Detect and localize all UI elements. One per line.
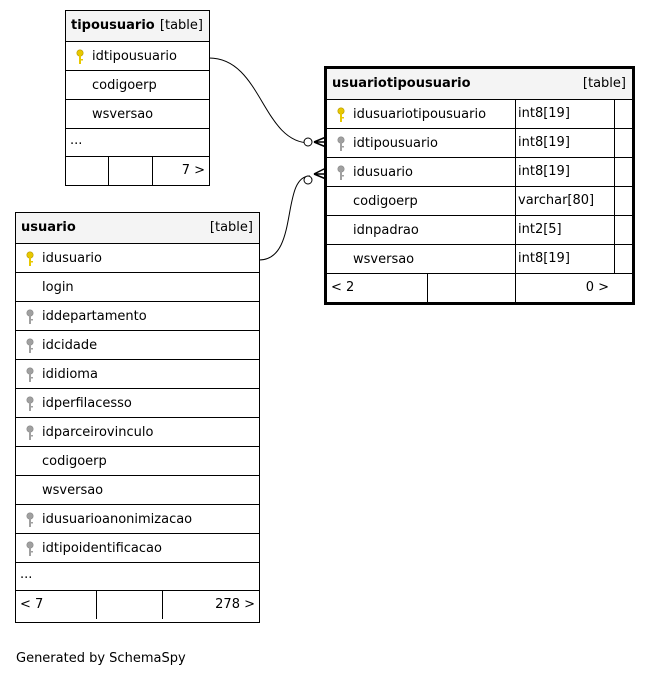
column-row[interactable] bbox=[16, 447, 259, 476]
column-name: iddepartamento bbox=[42, 309, 147, 324]
foreign-key-icon bbox=[26, 512, 34, 528]
foreign-key-icon bbox=[26, 338, 34, 354]
column-row[interactable] bbox=[16, 389, 259, 418]
table-name[interactable]: usuariotipousuario bbox=[332, 76, 471, 91]
column-name: codigoerp bbox=[92, 78, 157, 93]
footer-cell-left[interactable]: < 2 bbox=[327, 274, 428, 302]
column-name: idtipousuario bbox=[353, 136, 438, 151]
foreign-key-icon bbox=[337, 136, 345, 152]
column-name: codigoerp bbox=[42, 454, 107, 469]
foreign-key-icon bbox=[26, 309, 34, 325]
table-header bbox=[327, 69, 632, 100]
column-name: idusuario bbox=[42, 251, 102, 266]
column-row[interactable] bbox=[16, 331, 259, 360]
footer-cell-middle bbox=[428, 274, 516, 302]
column-row[interactable] bbox=[16, 302, 259, 331]
relation-usuario-to-usuariotipousuario bbox=[259, 176, 310, 260]
table-footer bbox=[327, 274, 632, 302]
footer-cell-left bbox=[66, 157, 109, 185]
column-row[interactable] bbox=[327, 158, 632, 187]
footer-cell-right[interactable]: 7 > bbox=[181, 163, 205, 178]
column-row[interactable] bbox=[66, 42, 209, 71]
footer-cell-middle bbox=[97, 591, 163, 619]
table-footer bbox=[66, 157, 209, 185]
table-header bbox=[16, 213, 259, 244]
relation-zero-marker bbox=[304, 176, 312, 184]
column-row[interactable] bbox=[16, 244, 259, 273]
column-name: idusuario bbox=[353, 165, 413, 180]
table-name[interactable]: usuario bbox=[21, 220, 76, 235]
column-name: ididioma bbox=[42, 367, 98, 382]
foreign-key-icon bbox=[26, 367, 34, 383]
footer-cell-right[interactable]: 278 > bbox=[215, 597, 255, 612]
column-name: idparceirovinculo bbox=[42, 425, 154, 440]
column-row[interactable] bbox=[16, 418, 259, 447]
column-name: idcidade bbox=[42, 338, 98, 353]
column-row[interactable] bbox=[327, 100, 632, 129]
table-footer bbox=[16, 591, 259, 619]
table-kind: [table] bbox=[159, 18, 203, 33]
generated-by-text: Generated by SchemaSpy bbox=[16, 651, 186, 666]
relation-zero-marker bbox=[304, 138, 312, 146]
column-type: int8[19] bbox=[515, 129, 615, 157]
footer-cell-right[interactable]: 0 > bbox=[585, 280, 609, 295]
table-tipousuario[interactable] bbox=[65, 10, 210, 186]
column-row[interactable] bbox=[327, 187, 632, 216]
column-name: wsversao bbox=[42, 483, 104, 498]
primary-key-icon bbox=[76, 49, 84, 65]
column-type: varchar[80] bbox=[515, 187, 615, 215]
column-row[interactable] bbox=[327, 129, 632, 158]
column-name: idusuarioanonimizacao bbox=[42, 512, 193, 527]
foreign-key-icon bbox=[26, 396, 34, 412]
footer-cell-middle bbox=[109, 157, 153, 185]
more-columns-ellipsis: ... bbox=[16, 563, 259, 591]
column-type: int8[19] bbox=[515, 245, 615, 273]
column-row[interactable] bbox=[16, 534, 259, 563]
column-row[interactable] bbox=[16, 273, 259, 302]
table-name[interactable]: tipousuario bbox=[71, 18, 155, 33]
table-kind: [table] bbox=[209, 220, 253, 235]
column-row[interactable] bbox=[66, 71, 209, 100]
footer-cell-left[interactable]: < 7 bbox=[16, 591, 97, 619]
column-name: idperfilacesso bbox=[42, 396, 132, 411]
column-type: int2[5] bbox=[515, 216, 615, 244]
column-name: idusuariotipousuario bbox=[353, 107, 487, 122]
column-row[interactable] bbox=[327, 216, 632, 245]
column-row[interactable] bbox=[66, 100, 209, 129]
column-row[interactable] bbox=[16, 476, 259, 505]
table-usuariotipousuario[interactable] bbox=[324, 66, 635, 305]
column-name: idtipoidentificacao bbox=[42, 541, 162, 556]
more-columns-ellipsis: ... bbox=[66, 129, 209, 157]
table-kind: [table] bbox=[582, 76, 626, 91]
column-name: wsversao bbox=[92, 107, 154, 122]
primary-key-icon bbox=[26, 251, 34, 267]
table-header bbox=[66, 11, 209, 42]
column-name: codigoerp bbox=[353, 194, 418, 209]
column-name: wsversao bbox=[353, 252, 415, 267]
column-type: int8[19] bbox=[515, 100, 615, 128]
column-name: idnpadrao bbox=[353, 223, 419, 238]
column-row[interactable] bbox=[16, 360, 259, 389]
column-type: int8[19] bbox=[515, 158, 615, 186]
foreign-key-icon bbox=[26, 425, 34, 441]
relation-tipousuario-to-usuariotipousuario bbox=[209, 58, 310, 143]
column-name: idtipousuario bbox=[92, 49, 177, 64]
foreign-key-icon bbox=[337, 165, 345, 181]
column-row[interactable] bbox=[16, 505, 259, 534]
column-name: login bbox=[42, 280, 74, 295]
primary-key-icon bbox=[337, 107, 345, 123]
table-usuario[interactable] bbox=[15, 212, 260, 623]
column-row[interactable] bbox=[327, 245, 632, 274]
foreign-key-icon bbox=[26, 541, 34, 557]
